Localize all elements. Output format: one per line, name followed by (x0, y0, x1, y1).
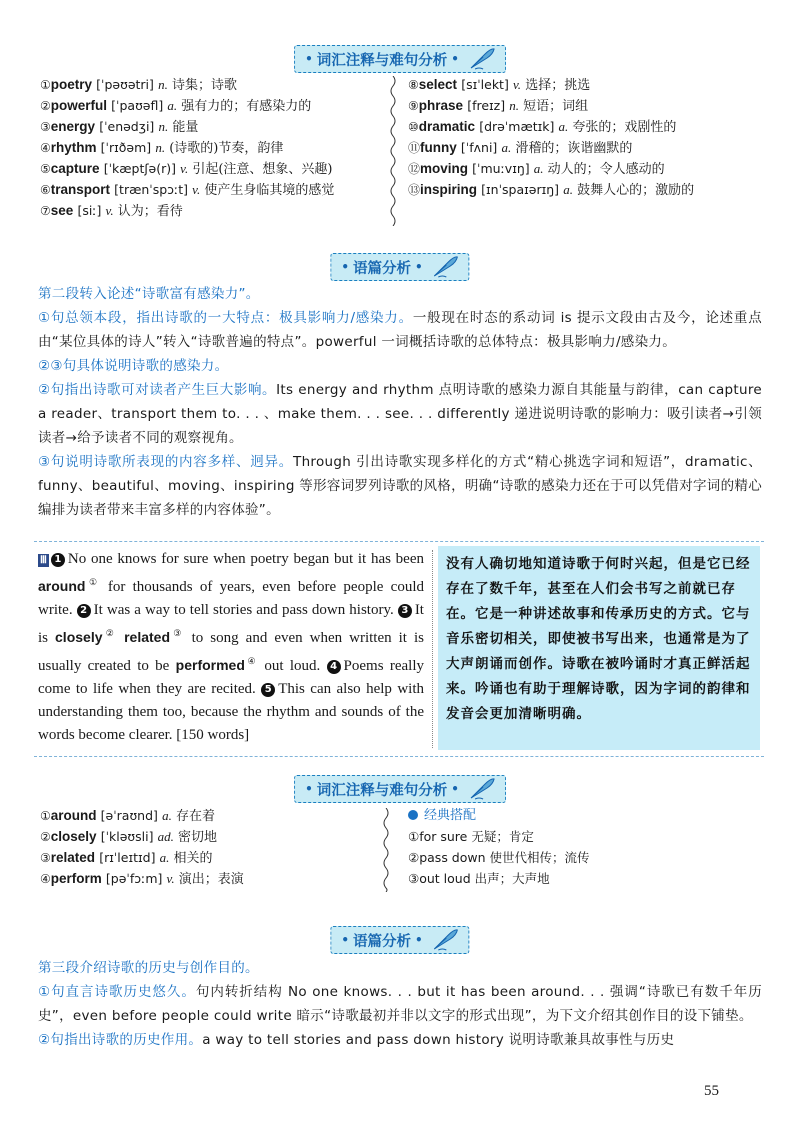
banner-dot-icon: • (305, 52, 313, 66)
banner-dot-icon: • (451, 52, 459, 66)
paragraph-number: Ⅲ (40, 555, 47, 566)
vocab-definition: 存在着 (175, 809, 215, 824)
banner-title: 词汇注释与难句分析 (316, 52, 448, 69)
vocab-part-of-speech: a. (159, 850, 170, 865)
divider (432, 550, 433, 748)
analysis-paragraph: ①句总领本段，指出诗歌的一大特点：极具影响力/感染力。一般现在时态的系动词 is 提示文段由古及今，论述重点由“某位具体的诗人”转入“诗歌普遍的特点”。powerful 一词概括诗歌的总体特点：极具影响力/感染力。 (38, 310, 763, 350)
vocab-number: ⑪ (408, 141, 421, 155)
vocab-phonetic: [ɪnˈspaɪərɪŋ] (481, 182, 560, 197)
vocab-number: ⑩ (408, 120, 419, 134)
quill-pen-icon (469, 778, 495, 800)
banner-dot-icon: • (341, 933, 349, 947)
vocab-phonetic: [freɪz] (467, 98, 506, 113)
vocab-entry (40, 847, 244, 868)
banner-dot-icon: • (341, 260, 349, 274)
vocab-part-of-speech: a. (558, 119, 569, 134)
vocab-number: ⑧ (408, 78, 419, 92)
vocab-phonetic: [sɪˈlekt] (461, 77, 509, 92)
analysis-intro: 第二段转入论述“诗歌富有感染力”。 (38, 286, 260, 302)
list-item: ②pass down 使世代相传；流传 (408, 850, 590, 865)
vocab-number: ⑥ (40, 183, 51, 197)
vocab-entry (408, 95, 694, 116)
vocab-number: ⑬ (408, 183, 421, 197)
vocab-part-of-speech: v. (192, 182, 201, 197)
vocab-definition: 动人的；令人感动的 (547, 162, 665, 177)
sentence-number: 5 (261, 683, 275, 697)
vocab-entry (40, 95, 334, 116)
vocab-word: powerful (50, 98, 108, 113)
vocab-part-of-speech: a. (533, 161, 544, 176)
vocab-part-of-speech: v. (166, 871, 175, 886)
wavy-divider (380, 808, 392, 892)
vocab-entry (40, 137, 334, 158)
vocab-definition: 选择；挑选 (525, 78, 591, 93)
vocab-entry (40, 116, 334, 137)
vocab-part-of-speech: a. (162, 808, 172, 823)
vocab-entry (40, 74, 334, 95)
vocab-word: moving (420, 161, 469, 176)
vocab-word: transport (50, 182, 111, 197)
section-banner-analysis-1 (330, 253, 469, 281)
list-item: ①for sure 无疑；肯定 (408, 829, 534, 844)
vocab-entry (40, 826, 244, 847)
vocab-word: rhythm (50, 140, 97, 155)
vocab-phonetic: [əˈraʊnd] (100, 808, 158, 823)
analysis-intro: 第三段介绍诗歌的历史与创作目的。 (38, 960, 259, 976)
vocab-number: ④ (40, 141, 51, 155)
analysis-paragraph: ②③句具体说明诗歌的感染力。 (38, 358, 229, 374)
vocab-word: inspiring (420, 182, 478, 197)
banner-title: 语篇分析 (353, 933, 411, 950)
vocab-definition: 引起(注意、想象、兴趣) (192, 162, 333, 177)
vocab-phonetic: [ˈkləʊsli] (100, 829, 154, 844)
vocab-part-of-speech: n. (509, 98, 519, 113)
vocab-word: energy (50, 119, 96, 134)
vocab-definition: 夸张的；戏剧性的 (572, 120, 677, 135)
vocab-word: see (50, 203, 74, 218)
vocab-number: ① (40, 809, 51, 823)
vocab-phonetic: [siː] (77, 203, 102, 218)
vocab-number: ⑫ (408, 162, 421, 176)
vocab-number: ⑦ (40, 204, 51, 218)
vocab-definition: 能量 (172, 120, 199, 135)
vocab-list-1-right (408, 74, 694, 200)
vocab-phonetic: [ˈfʌni] (460, 140, 498, 155)
banner-dot-icon: • (451, 782, 459, 796)
bullet-dot-icon (408, 810, 418, 820)
sentence-number: 3 (398, 604, 412, 618)
banner-dot-icon: • (305, 782, 313, 796)
vocab-entry (40, 179, 334, 200)
sentence-number: 1 (51, 553, 65, 567)
vocab-number: ⑨ (408, 99, 419, 113)
vocab-part-of-speech: a. (167, 98, 178, 113)
banner-dot-icon: • (415, 260, 423, 274)
quill-pen-icon (433, 929, 459, 951)
vocab-part-of-speech: n. (158, 77, 168, 92)
vocab-phonetic: [drəˈmætɪk] (479, 119, 555, 134)
banner-dot-icon: • (415, 933, 423, 947)
vocab-part-of-speech: a. (501, 140, 512, 155)
vocab-number: ③ (40, 120, 51, 134)
vocab-entry (40, 868, 244, 889)
analysis-section-1 (38, 282, 762, 522)
vocab-number: ② (40, 830, 51, 844)
vocab-number: ④ (40, 872, 51, 886)
vocab-entry (408, 74, 694, 95)
vocab-definition: 滑稽的；诙谐幽默的 (515, 141, 633, 156)
analysis-paragraph: ①句直言诗歌历史悠久。句内转折结构 No one knows. . . but it has been around. . . 强调“诗歌已有数千年历史”，even before people could write 暗示“诗歌最初并非以文字的形式出现”，为下文介绍其创作目的设下铺垫。 (38, 984, 762, 1024)
passage-english: Ⅲ 1 No one knows for sure when poetry began but it has been around① for thousands of years, even before people could write. 2 It was a way to tell stories and pass down history. 3 It is closely② related③ to song and even when written it is usually created to be performed④ out loud. 4 Poems really come to life when they are recited. 5 This can also help with understanding them too, because the rhythm and sounds of the words become clearer. [150 words] (38, 551, 424, 743)
vocab-phonetic: [ˈpaʊəfl] (111, 98, 164, 113)
vocab-definition: 相关的 (173, 851, 213, 866)
vocab-list-2-left (40, 805, 244, 889)
vocab-number: ① (40, 78, 51, 92)
passage-translation: 没有人确切地知道诗歌于何时兴起，但是它已经存在了数千年，甚至在人们会书写之前就已存在。它是一种讲述故事和传承历史的方式。它与音乐密切相关，即使被书写出来，也通常是为了大声朗诵而创作。诗歌在被吟诵时才真正鲜活起来。吟诵也有助于理解诗歌，因为字词的韵律和发音会更加清晰明确。 (438, 546, 760, 750)
vocab-phonetic: [ˈrɪðəm] (100, 140, 152, 155)
analysis-section-2 (38, 956, 762, 1052)
vocab-part-of-speech: n. (155, 140, 166, 155)
section-banner-vocab-2 (294, 775, 506, 803)
collocations-list (408, 805, 590, 889)
vocab-phonetic: [ˈkæptʃə(r)] (103, 161, 177, 176)
vocab-definition: (诗歌的)节奏，韵律 (169, 141, 284, 156)
vocab-number: ② (40, 99, 51, 113)
banner-title: 语篇分析 (353, 260, 411, 277)
vocab-phonetic: [ˈpəʊətri] (96, 77, 154, 92)
vocab-definition: 诗集；诗歌 (171, 78, 237, 93)
vocab-entry (408, 116, 694, 137)
sentence-number: 4 (327, 660, 341, 674)
vocab-entry (40, 200, 334, 221)
vocab-word: phrase (418, 98, 464, 113)
vocab-part-of-speech: ad. (157, 829, 174, 844)
vocab-definition: 密切地 (178, 830, 218, 845)
passage-block (34, 541, 764, 757)
vocab-number: ③ (40, 851, 51, 865)
vocab-word: around (50, 808, 97, 823)
vocab-entry (408, 137, 694, 158)
vocab-definition: 短语；词组 (523, 99, 589, 114)
vocab-part-of-speech: v. (512, 77, 522, 92)
list-item: ③out loud 出声；大声地 (408, 871, 550, 886)
vocab-phonetic: [rɪˈleɪtɪd] (99, 850, 156, 865)
section-banner-vocab-1 (294, 45, 506, 73)
vocab-entry (408, 179, 694, 200)
vocab-phonetic: [ˈenədʒi] (99, 119, 155, 134)
sentence-number: 2 (77, 604, 91, 618)
vocab-part-of-speech: a. (563, 182, 573, 197)
quill-pen-icon (433, 256, 459, 278)
collocations-heading: 经典搭配 (408, 805, 590, 826)
vocab-part-of-speech: n. (158, 119, 169, 134)
analysis-paragraph: ②句指出诗歌的历史作用。a way to tell stories and pass down history 说明诗歌兼具故事性与历史 (38, 1032, 675, 1048)
vocab-entry (40, 158, 334, 179)
quill-pen-icon (469, 48, 495, 70)
vocab-word: poetry (50, 77, 93, 92)
vocab-entry (408, 158, 694, 179)
vocab-definition: 认为；看待 (117, 204, 183, 219)
wavy-divider (387, 76, 399, 226)
vocab-word: related (50, 850, 96, 865)
vocab-entry (40, 805, 244, 826)
vocab-number: ⑤ (40, 162, 51, 176)
banner-title: 词汇注释与难句分析 (316, 782, 448, 799)
section-banner-analysis-2 (330, 926, 469, 954)
vocab-definition: 演出；表演 (178, 872, 244, 887)
vocab-part-of-speech: v. (105, 203, 114, 218)
vocab-word: capture (50, 161, 100, 176)
vocab-word: closely (50, 829, 97, 844)
page-number: 55 (704, 1083, 719, 1099)
vocab-part-of-speech: v. (180, 161, 189, 176)
vocab-word: select (418, 77, 458, 92)
vocab-phonetic: [pəˈfɔːm] (105, 871, 163, 886)
vocab-list-1-left (40, 74, 334, 221)
analysis-paragraph: ③句说明诗歌所表现的内容多样、迥异。Through 引出诗歌实现多样化的方式“精心挑选字词和短语”，dramatic、funny、beautiful、moving、inspiring 等形容词罗列诗歌的风格，明确“诗歌的感染力还在于可以凭借对字词的精心编排为读者带来丰富多样的内容体验”。 (38, 454, 762, 518)
vocab-definition: 强有力的；有感染力的 (181, 99, 312, 114)
vocab-word: perform (50, 871, 102, 886)
vocab-definition: 使产生身临其境的感觉 (204, 183, 335, 198)
vocab-phonetic: [ˈmuːvɪŋ] (472, 161, 530, 176)
vocab-definition: 鼓舞人心的；激励的 (577, 183, 695, 198)
analysis-paragraph: ②句指出诗歌可对读者产生巨大影响。Its energy and rhythm 点明诗歌的感染力源自其能量与韵律，can capture a reader、transport them to. . . 、make them. . . see. . . differently 递进说明诗歌的影响力：吸引读者→引领读者→给予读者不同的观察视角。 (38, 382, 763, 446)
vocab-word: dramatic (418, 119, 476, 134)
vocab-word: funny (420, 140, 457, 155)
vocab-phonetic: [trænˈspɔːt] (114, 182, 189, 197)
